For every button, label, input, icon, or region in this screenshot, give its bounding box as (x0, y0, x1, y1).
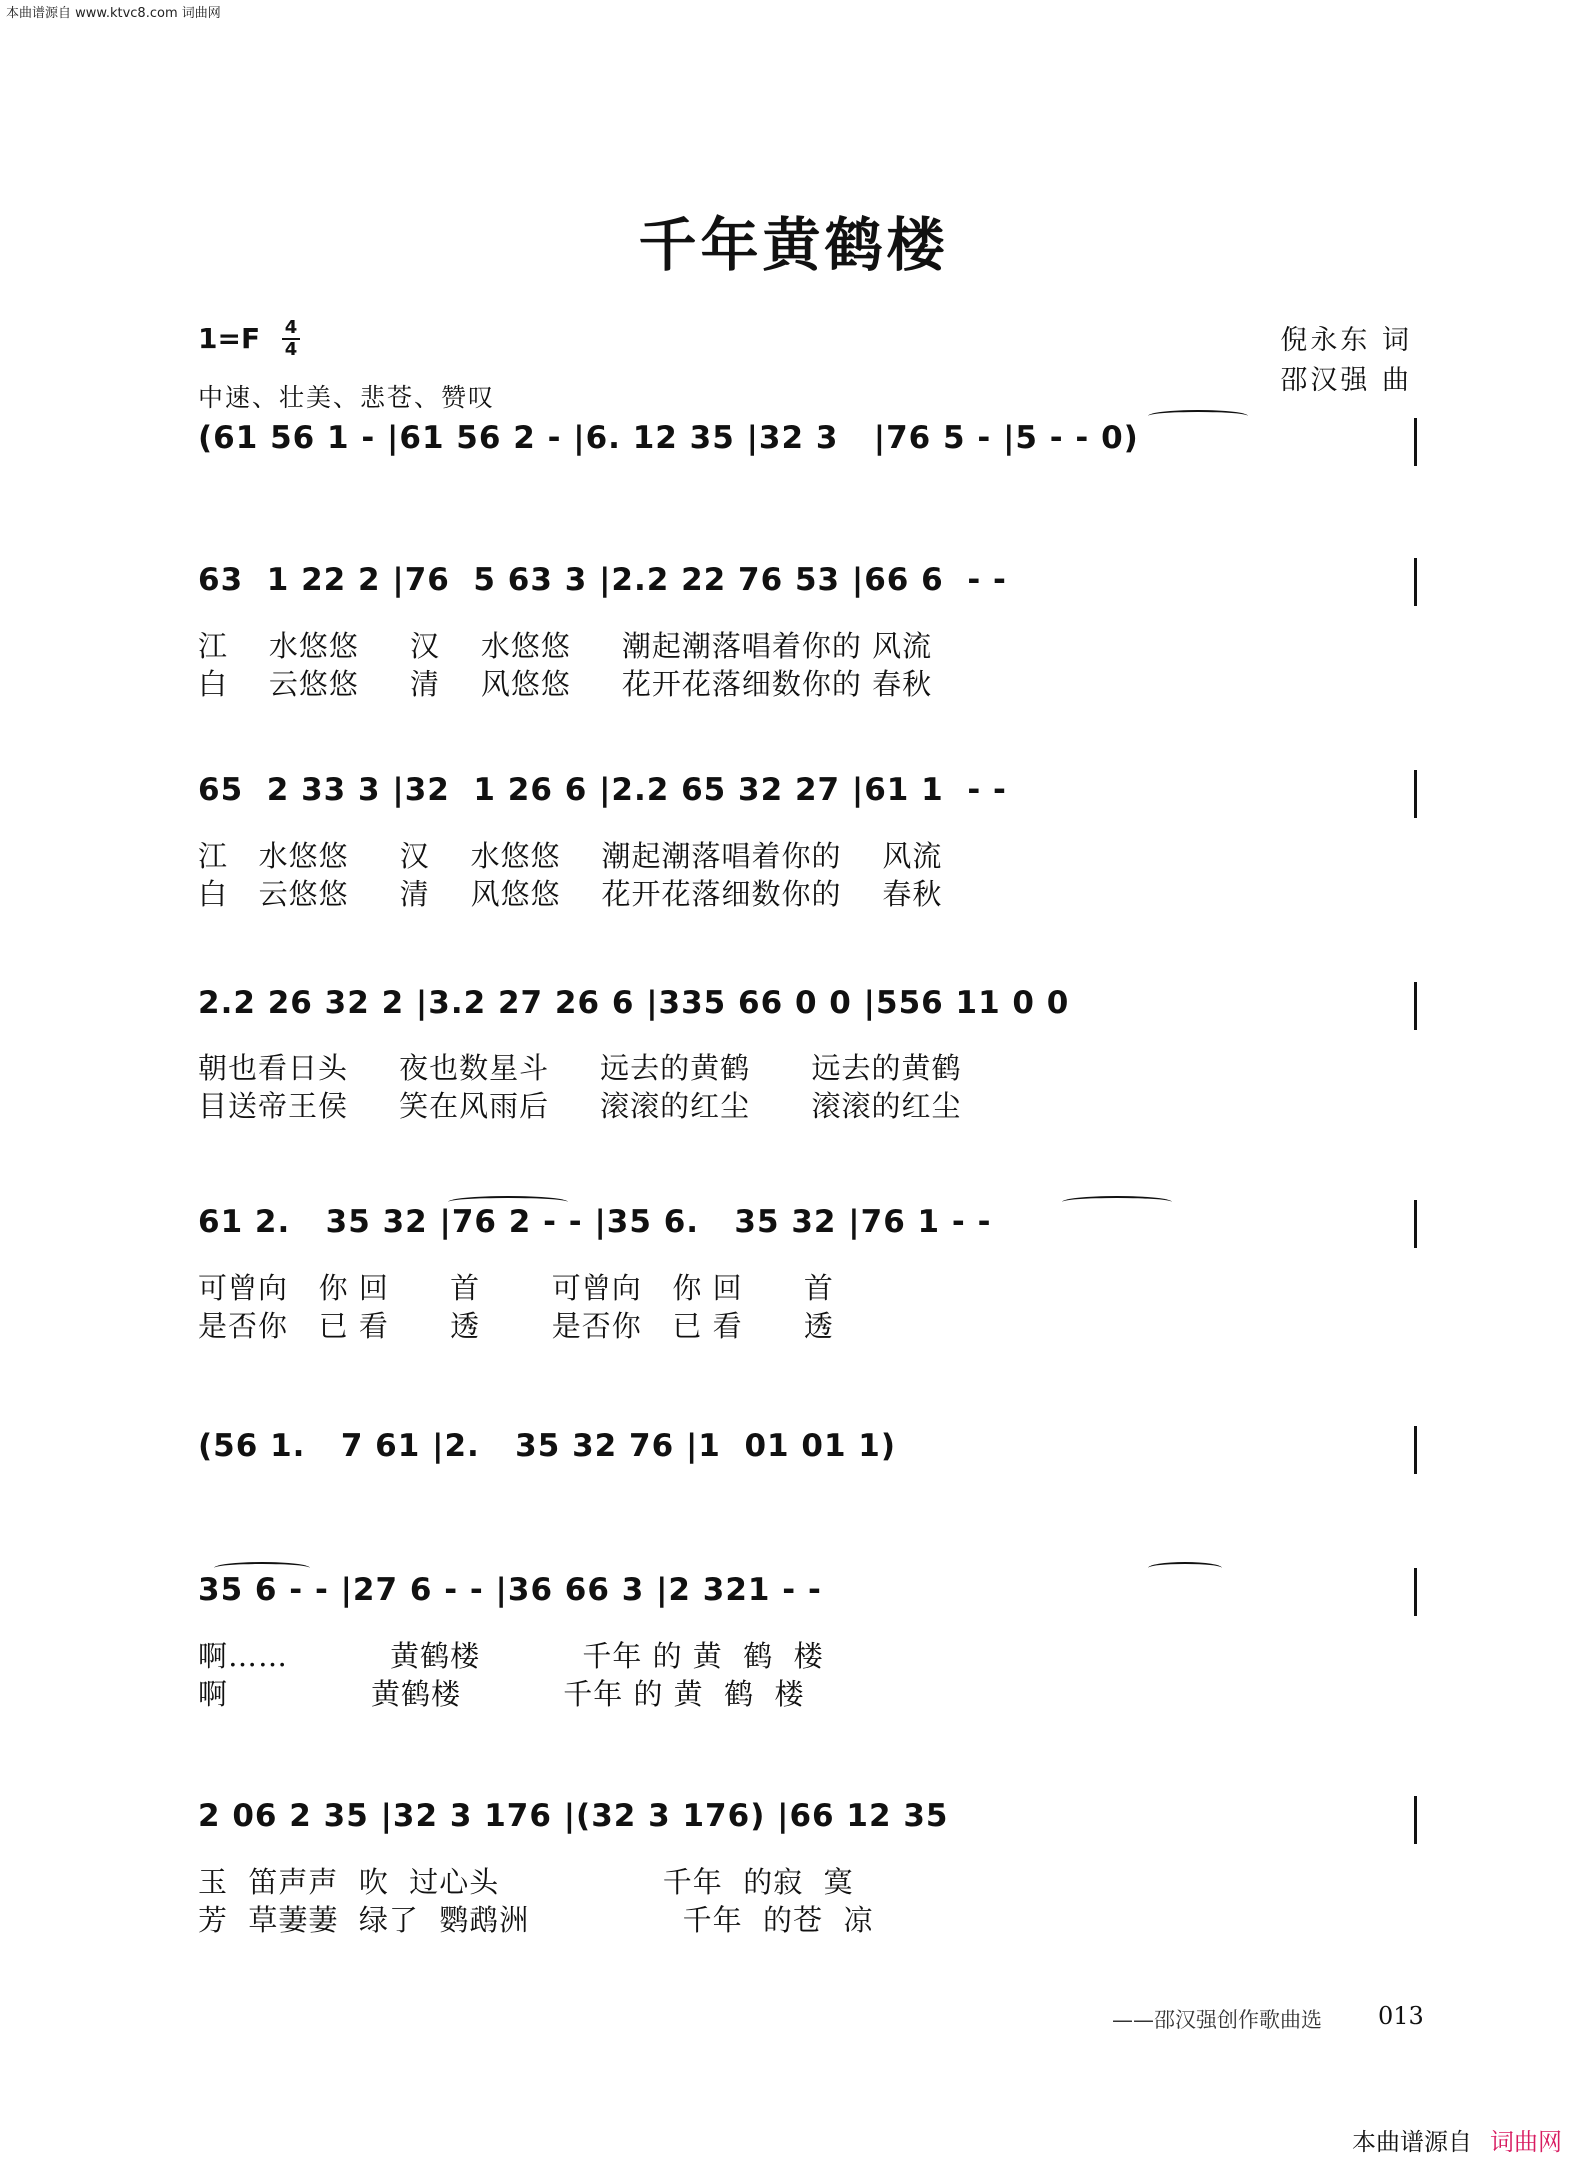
lyric-verse-2: 白 云悠悠 清 风悠悠 花开花落细数你的 春秋 (198, 877, 943, 911)
end-barline (1414, 418, 1417, 466)
lyric-verse-1: 啊…… 黄鹤楼 千年 的 黄 鹤 楼 (198, 1639, 824, 1673)
slur (1062, 1196, 1172, 1208)
notation: 2.2 26 32 2 |3.2 27 26 6 |335 66 0 0 |556 11 0 0 (198, 985, 1070, 1021)
lyricist-credit: 倪永东 词 (1280, 325, 1412, 356)
slur (1148, 1562, 1222, 1574)
notation: 35 6 - - |27 6 - - |36 66 3 |2 321 - - (198, 1572, 822, 1608)
time-signature-top: 4 (284, 317, 298, 338)
score-line-8 (198, 1798, 1418, 1854)
notation: 65 2 33 3 |32 1 26 6 |2.2 65 32 27 |61 1 - - (198, 772, 1007, 808)
lyric-verse-2: 芳 草萋萋 绿了 鹦鹉洲 千年 的苍 凉 (198, 1903, 874, 1937)
notation: 61 2. 35 32 |76 2 - - |35 6. 35 32 |76 1 - - (198, 1204, 992, 1240)
key-signature: 1=F (198, 322, 261, 355)
tempo-marking: 中速、壮美、悲苍、赞叹 (198, 383, 496, 412)
score-line-7 (198, 1572, 1418, 1628)
lyric-verse-1: 朝也看日头 夜也数星斗 远去的黄鹤 远去的黄鹤 (198, 1051, 962, 1085)
lyric-verse-2: 啊 黄鹤楼 千年 的 黄 鹤 楼 (198, 1677, 805, 1711)
end-barline (1414, 770, 1417, 818)
lyric-verse-1: 玉 笛声声 吹 过心头 千年 的寂 寞 (198, 1865, 854, 1899)
notation: 2 06 2 35 |32 3 176 |(32 3 176) |66 12 35 (198, 1798, 949, 1834)
composer-credit: 邵汉强 曲 (1280, 365, 1412, 396)
end-barline (1414, 1796, 1417, 1844)
score-line-5 (198, 1204, 1418, 1260)
time-signature (280, 318, 302, 360)
slur (1148, 410, 1248, 422)
score-line-1 (198, 420, 1418, 476)
score-line-2 (198, 562, 1418, 618)
lyric-verse-1: 可曾向 你 回 首 可曾向 你 回 首 (198, 1271, 834, 1305)
brand-mark (1352, 2122, 1562, 2157)
end-barline (1414, 982, 1417, 1030)
slur (448, 1196, 568, 1208)
end-barline (1414, 558, 1417, 606)
score-line-3 (198, 772, 1418, 828)
score-line-6 (198, 1428, 1418, 1484)
notation: (56 1. 7 61 |2. 35 32 76 |1 01 01 1) (198, 1428, 897, 1464)
score-line-4 (198, 985, 1418, 1041)
lyric-verse-1: 江 水悠悠 汉 水悠悠 潮起潮落唱着你的 风流 (198, 839, 943, 873)
song-title: 千年黄鹤楼 (638, 211, 949, 279)
notation: (61 56 1 - |61 56 2 - |6. 12 35 |32 3 |76 5 - |5 - - 0) (198, 420, 1139, 456)
notation: 63 1 22 2 |76 5 63 3 |2.2 22 76 53 |66 6 - - (198, 562, 1007, 598)
lyric-verse-1: 江 水悠悠 汉 水悠悠 潮起潮落唱着你的 风流 (198, 629, 933, 663)
end-barline (1414, 1426, 1417, 1474)
brand-site: 词曲网 (1490, 2128, 1562, 2156)
lyric-verse-2: 目送帝王侯 笑在风雨后 滚滚的红尘 滚滚的红尘 (198, 1089, 962, 1123)
time-signature-bottom: 4 (284, 339, 298, 360)
lyric-verse-2: 是否你 已 看 透 是否你 已 看 透 (198, 1309, 834, 1343)
brand-text: 本曲谱源自 (1352, 2128, 1472, 2156)
end-barline (1414, 1568, 1417, 1616)
page-number: 013 (1378, 2002, 1424, 2030)
source-watermark: 本曲谱源自 www.ktvc8.com 词曲网 (6, 6, 221, 21)
collection-name: ——邵汉强创作歌曲选 (1112, 2008, 1322, 2032)
slur (214, 1562, 310, 1574)
end-barline (1414, 1200, 1417, 1248)
lyric-verse-2: 白 云悠悠 清 风悠悠 花开花落细数你的 春秋 (198, 667, 933, 701)
